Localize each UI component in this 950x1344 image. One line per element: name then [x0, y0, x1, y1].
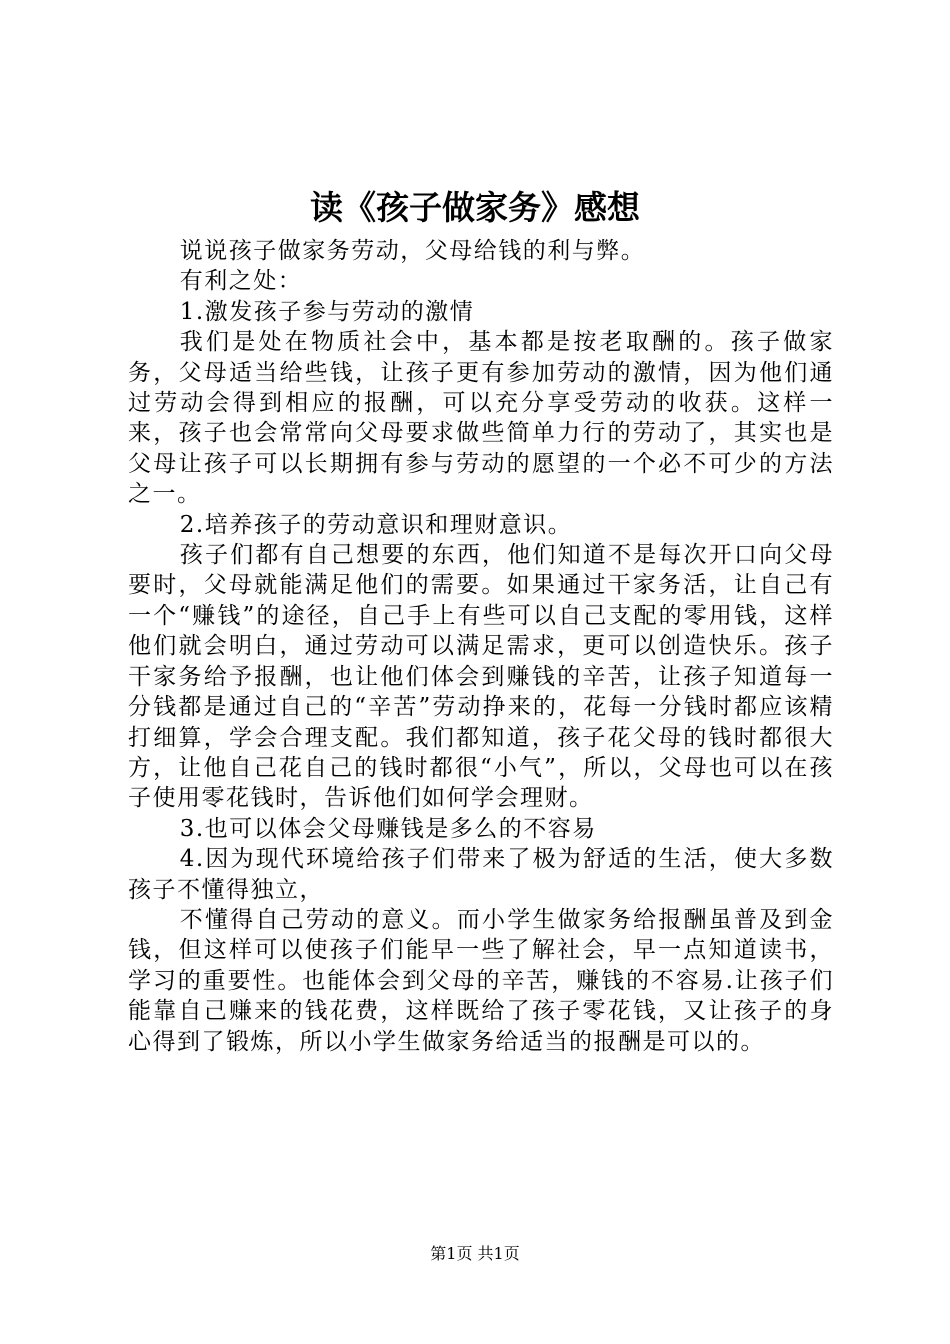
paragraph-point-4-body: 不懂得自己劳动的意义。而小学生做家务给报酬虽普及到金钱，但这样可以使孩子们能早一些了解社会，早一点知道读书，学习的重要性。也能体会到父母的辛苦，赚钱的不容易.让孩子们能靠自己赚来的钱花费，这样既给了孩子零花钱，又让孩子的身心得到了锻炼，所以小学生做家务给适当的报酬是可以的。	[128, 906, 834, 1055]
paragraph-point-2-body: 孩子们都有自己想要的东西，他们知道不是每次开口向父母要时，父母就能满足他们的需要。如果通过干家务活，让自己有一个“赚钱”的途径，自己手上有些可以自己支配的零用钱，这样他们就会明白，通过劳动可以满足需求，更可以创造快乐。孩子干家务给予报酬，也让他们体会到赚钱的辛苦，让孩子知道每一分钱都是通过自己的“辛苦”劳动挣来的，花每一分钱时都应该精打细算，学会合理支配。我们都知道，孩子花父母的钱时都很大方，让他自己花自己的钱时都很“小气”，所以，父母也可以在孩子使用零花钱时，告诉他们如何学会理财。	[128, 542, 834, 812]
paragraph-point-1-heading: 1.激发孩子参与劳动的激情	[179, 298, 475, 325]
document-title: 读《孩子做家务》感想	[310, 188, 640, 227]
document-body	[128, 236, 834, 1057]
paragraph-advantages-heading: 有利之处：	[179, 268, 303, 295]
paragraph-point-4-heading: 4.因为现代环境给孩子们带来了极为舒适的生活，使大多数孩子不懂得独立，	[128, 846, 834, 903]
paragraph-point-3-heading: 3.也可以体会父母赚钱是多么的不容易	[179, 815, 597, 842]
paragraph-intro: 说说孩子做家务劳动，父母给钱的利与弊。	[179, 238, 646, 264]
paragraph-point-1-body: 我们是处在物质社会中，基本都是按老取酬的。孩子做家务，父母适当给些钱，让孩子更有参加劳动的激情，因为他们通过劳动会得到相应的报酬，可以充分享受劳动的收获。这样一来，孩子也会常常向父母要求做些简单力行的劳动了，其实也是父母让孩子可以长期拥有参与劳动的愿望的一个必不可少的方法之一。	[128, 329, 834, 508]
paragraph-point-2-heading: 2.培养孩子的劳动意识和理财意识。	[179, 511, 573, 538]
page-footer: 第1页 共1页	[430, 1244, 520, 1263]
